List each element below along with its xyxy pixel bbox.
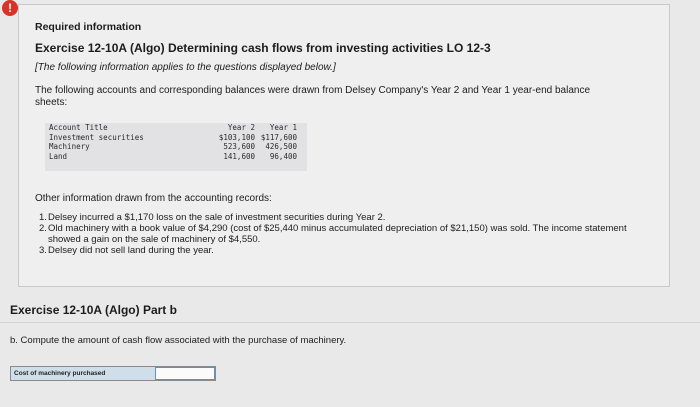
account-name: Land <box>49 151 68 161</box>
year-2-value: 523,600 <box>223 142 255 151</box>
list-item <box>35 223 635 245</box>
year-2-value: $103,100 <box>218 132 255 142</box>
list-item-text: Delsey did not sell land during the year. <box>48 245 214 256</box>
list-item-number: 1. <box>39 212 47 223</box>
table-row <box>49 152 297 162</box>
list-item-number: 2. <box>39 223 47 234</box>
section-divider <box>0 322 700 323</box>
header-year-1: Year 1 <box>269 123 297 132</box>
account-name: Machinery <box>49 142 90 151</box>
exercise-title: Exercise 12-10A (Algo) Determining cash flows from investing activities LO 12-3 <box>35 41 491 55</box>
applies-note: [The following information applies to the questions displayed below.] <box>35 62 336 73</box>
year-1-value: $117,600 <box>260 132 297 142</box>
answer-label: Cost of machinery purchased <box>11 367 155 380</box>
table-header-row <box>49 123 297 133</box>
required-information-heading: Required information <box>35 21 142 33</box>
intro-text: The following accounts and corresponding balances were drawn from Delsey Company's Year 2 and Year 1 year-end balance sheets: <box>35 85 591 108</box>
year-1-value: 96,400 <box>269 151 297 161</box>
list-item-number: 3. <box>39 245 47 256</box>
balance-sheet-table <box>45 123 307 171</box>
question-text: b. Compute the amount of cash flow associated with the purchase of machinery. <box>10 335 347 346</box>
list-item <box>35 212 635 223</box>
list-item-text: Old machinery with a book value of $4,290 (cost of $25,440 minus accumulated depreciation of $21,150) was sold. The income statement showed a gain on the sale of machinery of $4,550. <box>48 223 627 245</box>
header-year-2: Year 2 <box>227 123 255 132</box>
list-item <box>35 245 635 256</box>
alert-icon: ! <box>2 0 18 16</box>
year-1-value: 426,500 <box>265 142 297 151</box>
header-account-title: Account Title <box>49 123 108 132</box>
table-row <box>49 133 297 143</box>
cost-of-machinery-input[interactable] <box>155 367 215 380</box>
other-info-heading: Other information drawn from the accounting records: <box>35 193 272 204</box>
table-row <box>49 142 297 152</box>
part-title: Exercise 12-10A (Algo) Part b <box>10 303 177 317</box>
answer-row <box>10 366 216 381</box>
account-name: Investment securities <box>49 132 144 142</box>
records-list <box>35 212 635 256</box>
list-item-text: Delsey incurred a $1,170 loss on the sale of investment securities during Year 2. <box>48 212 386 223</box>
required-information-panel <box>18 4 670 287</box>
year-2-value: 141,600 <box>223 151 255 161</box>
